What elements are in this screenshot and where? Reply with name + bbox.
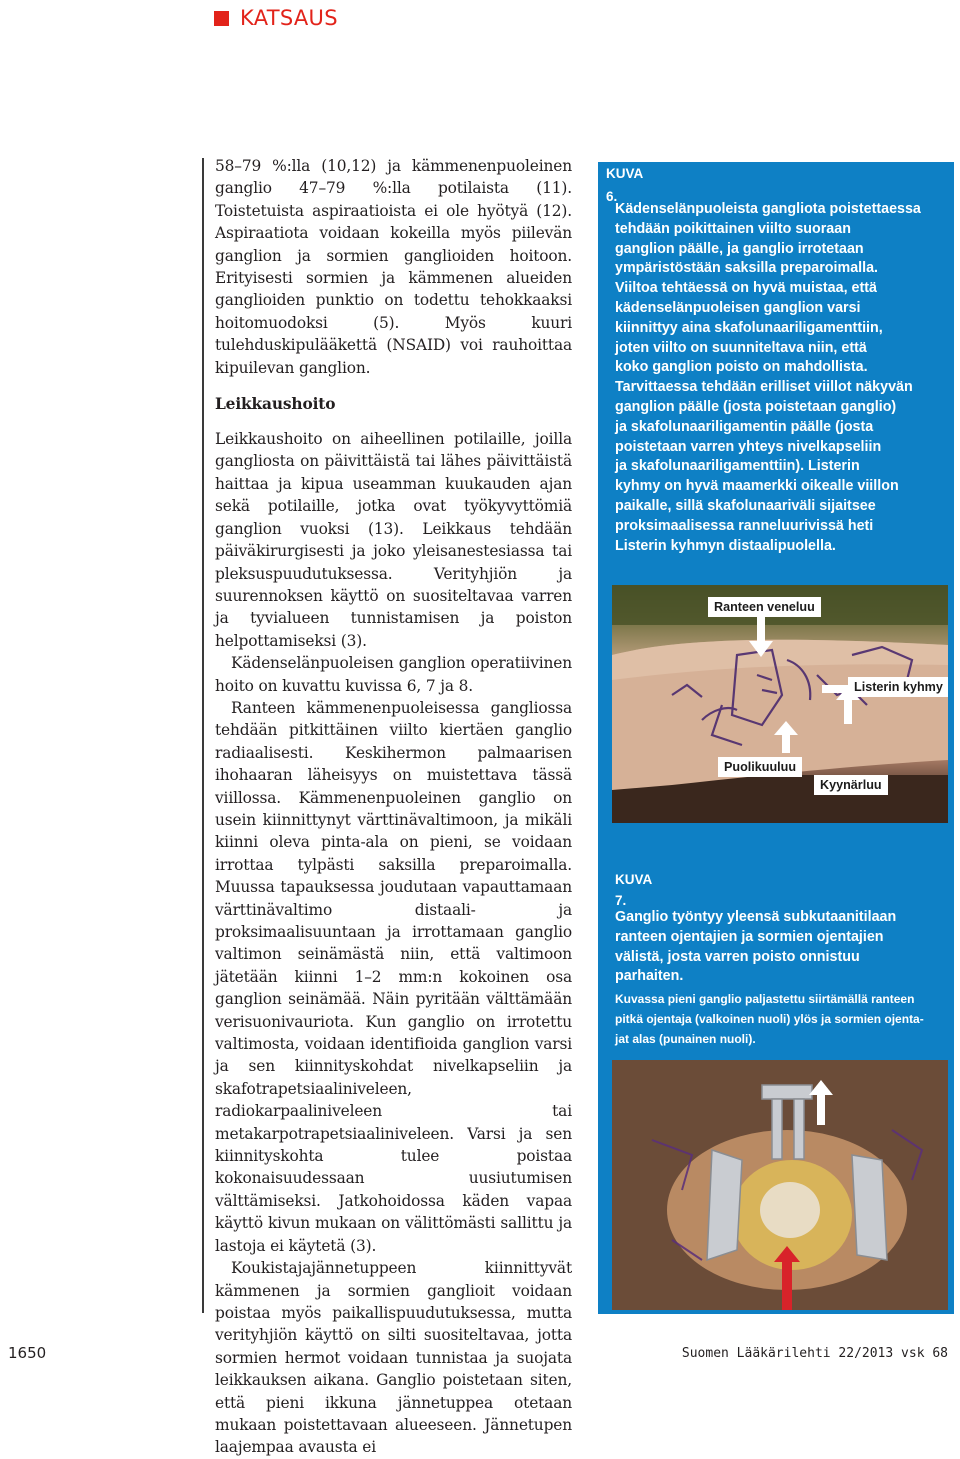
paragraph: Ranteen kämmenenpuoleisessa gangliossa tehdään pitkittäinen viilto kiertäen ganglio radiaalisesti. Keskihermon palmaarisen ihohaaran läheisyys on muistettava tässä viillossa. Kämmenenpuoleinen ganglio on usein kiinnittynyt värttinävaltimoon, ja mikäli kiinni oleva pinta-ala on pieni, se voidaan irrottaa tylpästi saksilla preparoimalla. Muussa tapauksessa joudutaan vapauttamaan värttinävaltimo distaali- ja proksimaalisuuntaan ja irrottamaan ganglio valtimon seinämästä niin, että valtimoon jätetään kiinni 1–2 mm:n kokoinen osa ganglion seinämää. Näin pyritään välttämään verisuonivauriota. Kun ganglio on irrotettu valtimosta, voidaan identifioida ganglion varsi ja sen kiinnityskohdat nivelkapseliin ja skafotrapetsiaaliniveleen, radiokarpaaliniveleen tai metakarpotrapetsiaaliniveleen. Varsi ja sen kiinnityskohta tulee poistaa kokonaisuudessaan uusiutumisen välttämiseksi. Jatkohoidossa käden vapaa käyttö kivun mukaan on välittömästi sallittu ja lastoja ei käytetä (3). <box>215 698 572 1255</box>
caption-line: ja skafolunaariligamentin päälle (josta <box>615 418 874 435</box>
figure-7-caption-bold <box>615 908 935 987</box>
label-listerin-kyhmy: Listerin kyhmy <box>848 677 948 697</box>
page-number: 1650 <box>8 1344 47 1362</box>
column-divider <box>202 158 204 1313</box>
caption-line: ranteen ojentajien ja sormien ojentajien <box>615 928 884 945</box>
label-puolikuuluu: Puolikuuluu <box>718 757 802 777</box>
caption-line: välistä, josta varren poisto onnistuu <box>615 948 860 965</box>
caption-line: Viiltoa tehtäessä on hyvä muistaa, että <box>615 280 877 297</box>
caption-line: tehdään poikittainen viilto suoraan <box>615 220 851 237</box>
caption-line: proksimaalisessa ranneluurivissä heti <box>615 517 874 534</box>
caption-line: parhaiten. <box>615 968 684 985</box>
caption-line: Kuvassa pieni ganglio paljastettu siirtämällä ranteen <box>615 992 915 1006</box>
figure-6-label: KUVA 6. <box>598 162 656 185</box>
caption-line: kyhmy on hyvä maamerkki oikealle viillon <box>615 478 899 495</box>
caption-line: pitkä ojentaja (valkoinen nuoli) ylös ja sormien ojenta- <box>615 1012 924 1026</box>
figure-6-caption <box>615 200 950 556</box>
surgery-photo-illustration <box>612 1060 948 1310</box>
caption-line: Listerin kyhmyn distaalipuolella. <box>615 537 836 554</box>
caption-line: ganglion päälle (josta poistetaan ganglio) <box>615 398 897 415</box>
label-kyynarluu: Kyynärluu <box>814 775 888 795</box>
paragraph: Kädenselänpuoleisen ganglion operatiivinen hoito on kuvattu kuvissa 6, 7 ja 8. <box>215 654 572 695</box>
figure-7-photo <box>612 1060 948 1310</box>
caption-line: kiinnittyy aina skafolunaariligamenttiin, <box>615 319 883 336</box>
figure-6-photo <box>612 585 948 823</box>
caption-line: koko ganglion poisto on mahdollista. <box>615 359 868 376</box>
paragraph: 58–79 %:lla (10,12) ja kämmenenpuoleinen ganglio 47–79 %:lla potilaista (11). Toistetuista aspiraatioista ei ole hyötyä (12). Aspiraatiota voidaan kokeilla myös piilevän ganglion ja sormien ganglioiden hoitoon. Erityisesti sormien ja kämmenen alueiden ganglioiden punktio on todettu tehokkaaksi hoitomuodoksi (5). Myös kuuri tulehduskipulääkettä (NSAID) voi rauhoittaa kipuilevan ganglion. <box>215 157 572 377</box>
caption-line: poistetaan varren yhteys nivelkapseliin <box>615 438 882 455</box>
caption-line: Ganglio työntyy yleensä subkutaanitilaan <box>615 909 897 925</box>
section-tag <box>214 6 338 30</box>
wrist-photo-illustration <box>612 585 948 823</box>
caption-line: paikalle, sillä skafolunaariväli sijaitsee <box>615 497 876 514</box>
article-body <box>215 155 572 1459</box>
section-label: KATSAUS <box>240 6 338 30</box>
caption-line: Kädenselänpuoleista gangliota poistettaessa <box>615 201 921 217</box>
paragraph: Koukistajajännetuppeen kiinnittyvät kämmenen ja sormien ganglioit voidaan poistaa myös paikallispuudutuksessa, mutta verityhjiön käyttö on silti suositeltavaa, jotta sormien hermot voidaan tunnistaa ja suojata leikkauksen aikana. Ganglio poistetaan siten, että pieni ikkuna jännetuppea otetaan mukaan poistettavaan alueeseen. Jännetupen laajempaa avausta ei <box>215 1259 572 1457</box>
journal-footer: Suomen Lääkärilehti 22/2013 vsk 68 <box>681 1346 948 1361</box>
caption-line: ganglion päälle, ja ganglio irrotetaan <box>615 240 864 257</box>
paragraph: Leikkaushoito on aiheellinen potilaille, joilla gangliosta on päivittäistä tai lähes päivittäistä haittaa ja kipua useamman kuukauden ajan sekä potilaille, jotka ovat työkyvyttömiä ganglion vuoksi (13). Leikkaus tehdään päiväkirurgisesti ja joko yleisanestesiassa tai pleksuspuudutuksessa. Verityhjiön ja suurennoksen käyttö on suositeltavaa varren ja tyvialueen tunnistamisen ja poiston helpottamiseksi (3). <box>215 430 572 650</box>
figure-7-label: KUVA 7. <box>607 869 665 890</box>
section-heading: Leikkaushoito <box>215 395 336 414</box>
caption-line: Tarvittaessa tehdään erilliset viillot näkyvän <box>615 379 913 396</box>
section-marker-icon <box>214 11 229 26</box>
caption-line: ympäristöstään saksilla preparoimalla. <box>615 260 879 277</box>
figure-7-caption-small <box>615 989 935 1049</box>
caption-line: kädenselänpuoleisen ganglion varsi <box>615 299 861 316</box>
caption-line: joten viilto on suunniteltava niin, että <box>615 339 867 356</box>
caption-line: ja skafolunaariligamenttiin). Listerin <box>615 458 860 475</box>
caption-line: jat alas (punainen nuoli). <box>615 1032 756 1046</box>
label-ranteen-veneluu: Ranteen veneluu <box>708 597 821 617</box>
